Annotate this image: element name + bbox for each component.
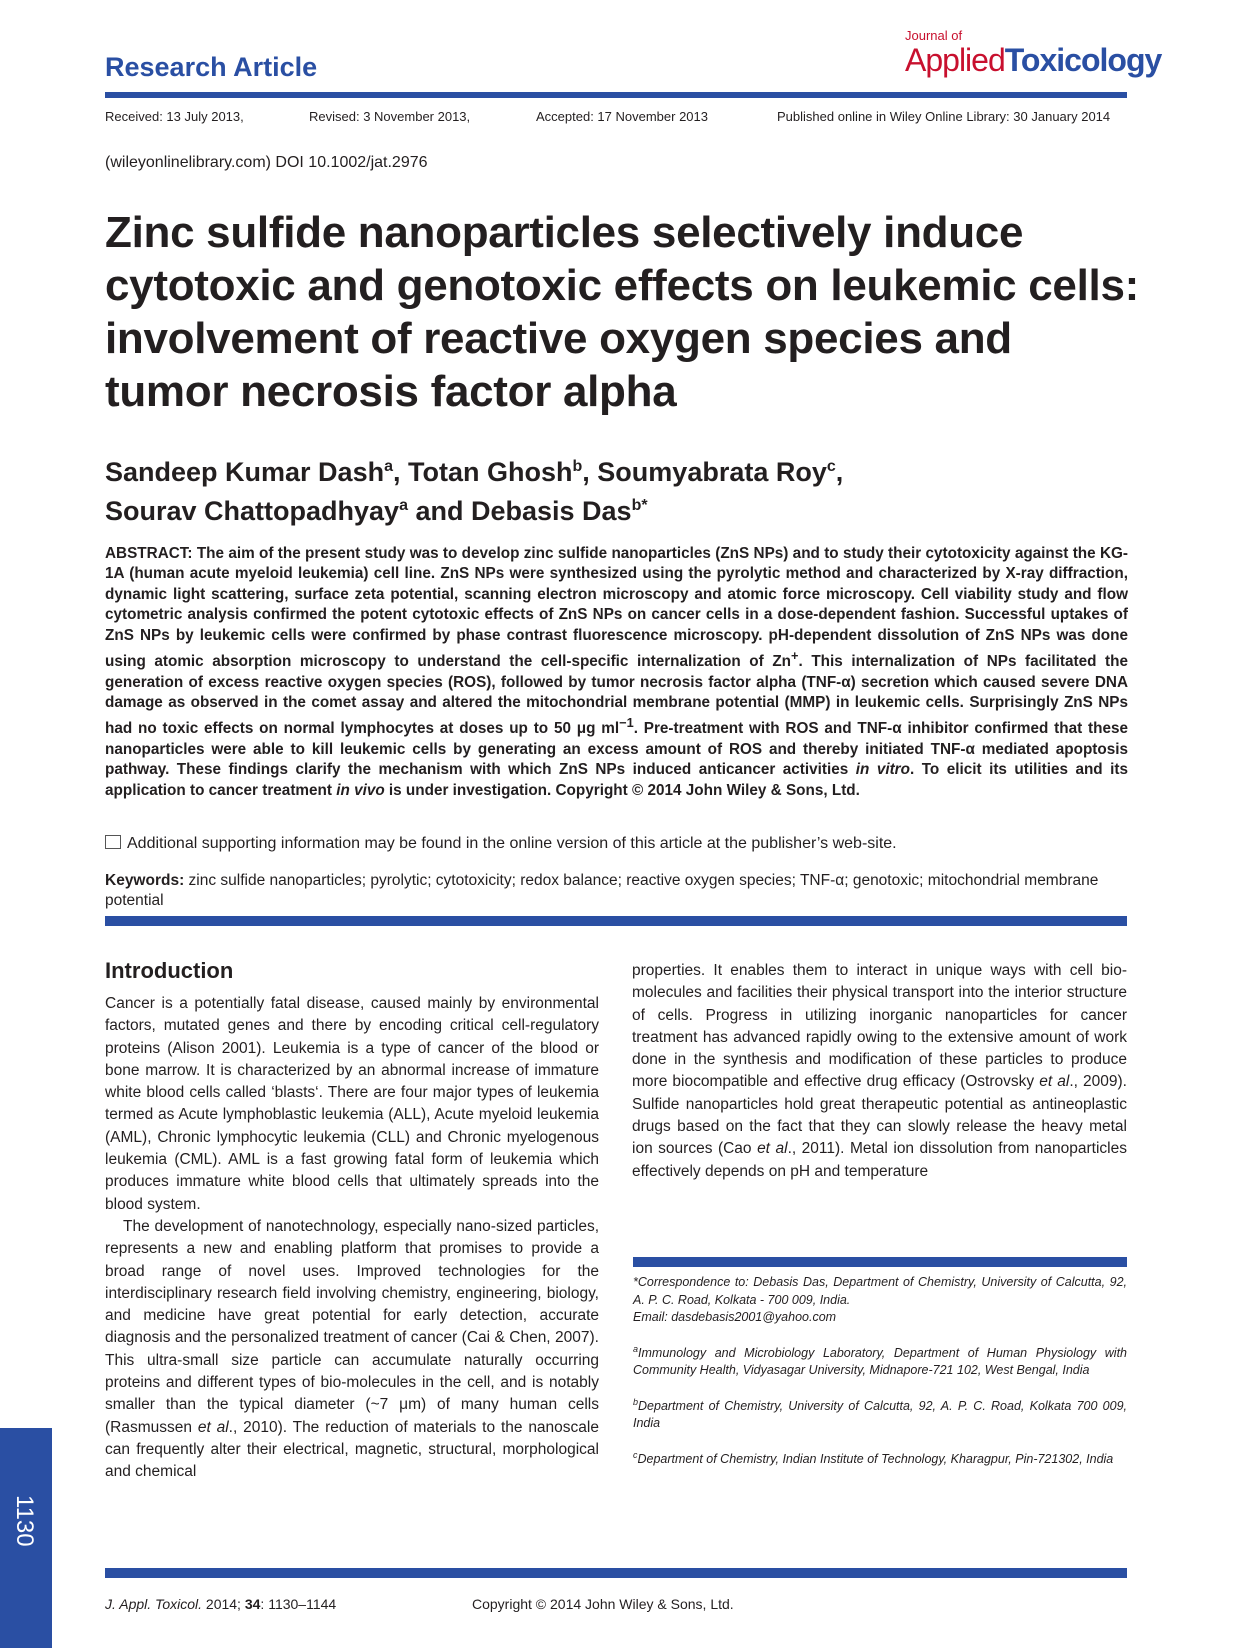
affiliation-mark: a — [633, 1343, 639, 1354]
affiliation-b — [633, 1394, 1127, 1433]
citation-etal: et al — [757, 1140, 788, 1158]
abstract — [105, 544, 1128, 801]
abstract-text: . To elicit its utilities and its application to cancer treatment — [105, 761, 1128, 799]
author-separator: , — [393, 457, 409, 487]
footer-pages: : 1130–1144 — [260, 1596, 337, 1612]
journal-logo-applied: Applied — [905, 42, 1005, 78]
abstract-label: ABSTRACT: — [105, 545, 193, 562]
author-separator: , — [582, 457, 598, 487]
affiliation-mark: b — [633, 1396, 639, 1407]
abstract-superscript: −1 — [619, 715, 634, 731]
footer-journal: J. Appl. Toxicol. — [105, 1596, 203, 1612]
journal-logo-name — [905, 42, 1161, 79]
abstract-text: . Pre-treatment with ROS and TNF-α inhibitor confirmed that these nanoparticles were able to kill leukemic cells by generating an excess amount of ROS and thereby initiated TNF-α mediated apoptosis pathway. These findings clarify the mechanism with which ZnS NPs induced anticancer activities — [105, 720, 1128, 779]
revised-date: Revised: 3 November 2013, — [309, 109, 471, 124]
paragraph: Cancer is a potentially fatal disease, caused mainly by environmental factors, mutated genes and there by encoding critical cell-regulatory proteins (Alison 2001). Leukemia is a type of cancer of the blood or bone marrow. It is characterized by an abnormal increase of immature white blood cells called ‘blasts‘. There are four major types of leukemia termed as Acute lymphoblastic leukemia (ALL), Acute myeloid leukemia (AML), Chronic lymphocytic leukemia (CLL) and Chronic myelogenous leukemia (CML). AML is a fast growing fatal form of leukemia which produces immature white blood cells that ultimately spreads into the blood system. — [105, 995, 599, 1213]
paragraph-text: ., 2009). Sulfide nanoparticles hold great therapeutic potential as antineoplastic drugs based on the fact that they can slowly release the heavy metal ion sources (Cao — [632, 1073, 1127, 1158]
article-title: Zinc sulfide nanoparticles selectively induce cytotoxic and genotoxic effects on leukemic cells: involvement of reactive oxygen species and tumor necrosis factor alpha — [105, 208, 1139, 416]
keywords-label: Keywords: — [105, 872, 185, 889]
affiliation-c — [633, 1447, 1127, 1469]
footer-volume: 34 — [244, 1596, 261, 1612]
footer-citation — [105, 1596, 336, 1612]
author-name: Sandeep Kumar Dash — [105, 457, 385, 487]
author-list — [105, 450, 1145, 528]
footnotes — [633, 1274, 1127, 1482]
page-number: 1130 — [11, 1495, 38, 1547]
author-name: Debasis Das — [470, 496, 632, 526]
paragraph-text: properties. It enables them to interact in unique ways with cell bio-molecules and facilities their physical transport into the interior structure of cells. Progress in utilizing inorganic nanoparticles for cancer treatment has advanced rapidly owing to the extensive amount of work done in the synthesis and modification of these particles to produce more biocompatible and effective drug efficacy (Ostrovsky — [632, 962, 1127, 1091]
citation-etal: et al — [197, 1418, 229, 1436]
section-heading-introduction: Introduction — [105, 958, 234, 983]
paragraph — [632, 960, 1127, 1183]
affiliation-text: Department of Chemistry, University of Calcutta, 92, A. P. C. Road, Kolkata 700 009, India — [633, 1398, 1127, 1431]
left-column — [105, 993, 599, 1484]
published-date: Published online in Wiley Online Library: 30 January 2014 — [777, 109, 1111, 124]
paragraph-text: ., 2010). The reduction of materials to the nanoscale can frequently alter their electrical, magnetic, structural, morphological and chemical — [105, 1418, 599, 1481]
affiliation-a — [633, 1341, 1127, 1380]
author-separator: , — [835, 457, 844, 487]
header-rule — [105, 92, 1127, 98]
section-label: Research Article — [105, 52, 318, 82]
author-separator: and — [407, 496, 471, 526]
author-name: Totan Ghosh — [408, 457, 573, 487]
abstract-text: . This internalization of NPs facilitated the generation of excess reactive oxygen species (ROS), followed by tumor necrosis factor alpha (TNF-α) secretion which caused severe DNA damage as observed in the comet assay and altered the mitochondrial membrane potential (MMP) in leukemic cells. Surprisingly ZnS NPs had no toxic effects on normal lymphocytes at doses up to 50 μg ml — [105, 653, 1128, 738]
correspondence-email: Email: dasdebasis2001@yahoo.com — [633, 1310, 837, 1324]
abstract-text: The aim of the present study was to develop zinc sulfide nanoparticles (ZnS NPs) and to study their cytotoxicity against the KG-1A (human acute myeloid leukemia) cell line. ZnS NPs were synthesized using the pyrolytic method and characterized by X-ray diffraction, dynamic light scattering, surface zeta potential, scanning electron microscopy and atomic force microscopy. Cell viability study and flow cytometric analysis confirmed the potent cytotoxic effects of ZnS NPs on cancer cells in a dose-dependent fashion. Successful uptakes of ZnS NPs by leukemic cells were confirmed by phase contrast fluorescence microscopy. pH-dependent dissolution of ZnS NPs was done using atomic absorption microscopy to understand the cell-specific internalization of Zn — [105, 545, 1128, 671]
abstract-text: is under investigation. Copyright © 2014 John Wiley & Sons, Ltd. — [384, 781, 860, 799]
abstract-italic: in vitro — [855, 761, 910, 779]
footer-rule — [105, 1568, 1127, 1578]
author-affiliation-mark: b — [572, 458, 583, 475]
author-name: Sourav Chattopadhyay — [105, 496, 400, 526]
author-affiliation-mark: a — [399, 497, 408, 514]
journal-logo-toxicology: Toxicology — [1004, 42, 1162, 78]
correspondence-note — [633, 1274, 1127, 1327]
footer-year: 2014; — [202, 1596, 245, 1612]
affiliation-text: Immunology and Microbiology Laboratory, Department of Human Physiology with Community Health, Vidyasagar University, Midnapore-721 102, West Bengal, India — [633, 1345, 1127, 1378]
document-icon — [105, 835, 121, 849]
keywords-rule — [105, 916, 1127, 926]
paragraph — [105, 1216, 599, 1484]
affiliation-mark: c — [633, 1449, 638, 1460]
abstract-italic: in vivo — [336, 781, 385, 799]
footer-copyright: Copyright © 2014 John Wiley & Sons, Ltd. — [472, 1596, 734, 1612]
paragraph-text: The development of nanotechnology, especially nano-sized particles, represents a new and enabling platform that promises to provide a broad range of novel uses. Improved technologies for the interdisciplinary research field involving chemistry, engineering, biology, and medicine have great potential for early detection, accurate diagnosis and the personalized treatment of cancer (Cai & Chen, 2007). This ultra-small size particle can accumulate naturally occurring proteins and different types of bio-molecules in the cell, and is notably smaller than the typical diameter (~7 μm) of many human cells (Rasmussen — [105, 1217, 599, 1436]
paragraph-text: ., 2011). Metal ion dissolution from nanoparticles effectively depends on pH and temperature — [632, 1140, 1127, 1180]
author-name: Soumyabrata Roy — [597, 457, 827, 487]
footnote-rule — [633, 1257, 1127, 1267]
supporting-info-note — [105, 835, 1145, 853]
journal-logo — [905, 28, 1162, 88]
author-affiliation-mark: b* — [631, 497, 648, 514]
author-affiliation-mark: a — [384, 458, 393, 475]
received-date: Received: 13 July 2013, — [105, 109, 244, 124]
keywords-text: zinc sulfide nanoparticles; pyrolytic; cytotoxicity; redox balance; reactive oxygen species; TNF-α; genotoxic; mitochondrial membrane potential — [105, 872, 1099, 909]
keywords — [105, 871, 1145, 911]
abstract-superscript: + — [791, 648, 799, 664]
citation-etal: et al — [1039, 1073, 1070, 1091]
accepted-date: Accepted: 17 November 2013 — [536, 109, 708, 124]
affiliation-text: Department of Chemistry, Indian Institute of Technology, Kharagpur, Pin-721302, India — [637, 1451, 1114, 1466]
journal-logo-small: Journal of — [905, 28, 963, 43]
doi: (wileyonlinelibrary.com) DOI 10.1002/jat.2976 — [105, 154, 428, 171]
author-affiliation-mark: c — [826, 458, 836, 475]
right-column — [632, 960, 1127, 1183]
correspondence-text: *Correspondence to: Debasis Das, Department of Chemistry, University of Calcutta, 92, A. P. C. Road, Kolkata - 700 009, India. — [633, 1275, 1127, 1307]
supporting-info-text: Additional supporting information may be found in the online version of this article at the publisher’s web-site. — [127, 835, 897, 852]
